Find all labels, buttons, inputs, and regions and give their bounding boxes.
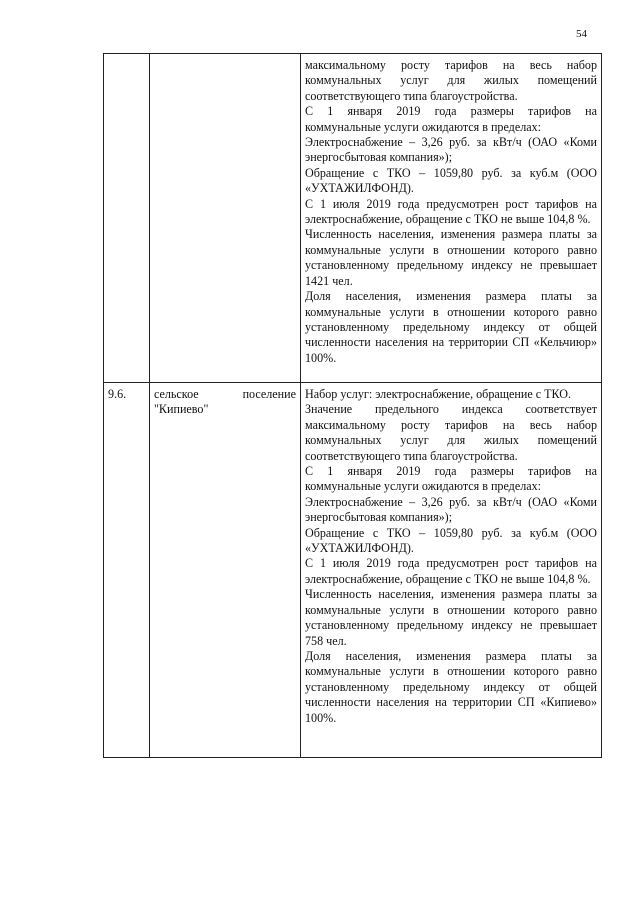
paragraph: Доля населения, изменения размера платы за коммунальные услуги в отношении которого равно установленному предельному индексу от общей численности населения на территории СП «Кельчиюр» 100%.: [305, 289, 597, 365]
description-cell: [301, 383, 602, 758]
tariff-table: [103, 53, 602, 758]
paragraph: максимальному росту тарифов на весь набор коммунальных услуг для жилых помещений соответствующего типа благоустройства.: [305, 58, 597, 103]
table-row: [104, 383, 602, 758]
settlement-name-cell: сельское поселение "Кипиево": [150, 383, 301, 758]
paragraph: Обращение с ТКО – 1059,80 руб. за куб.м (ООО «УХТАЖИЛФОНД).: [305, 165, 597, 196]
paragraph: Электроснабжение – 3,26 руб. за кВт/ч (ОАО «Коми энергосбытовая компания»);: [305, 135, 597, 165]
paragraph: С 1 января 2019 года размеры тарифов на коммунальные услуги ожидаются в пределах:: [305, 104, 597, 134]
description-cell: [301, 54, 602, 383]
paragraph: Электроснабжение – 3,26 руб. за кВт/ч (ОАО «Коми энергосбытовая компания»);: [305, 494, 597, 525]
paragraph: С 1 января 2019 года размеры тарифов на коммунальные услуги ожидаются в пределах:: [305, 464, 597, 494]
paragraph: Набор услуг: электроснабжение, обращение с ТКО.: [305, 387, 572, 401]
paragraph: Численность населения, изменения размера платы за коммунальные услуги в отношении которого равно установленному предельному индексу не превышает 1421 чел.: [305, 227, 597, 288]
settlement-name-cell: [150, 54, 301, 383]
row-number-cell: [104, 54, 150, 383]
table-row: [104, 54, 602, 383]
paragraph: Значение предельного индекса соответствует максимальному росту тарифов на весь набор коммунальных услуг для жилых помещений соответствующего типа благоустройства.: [305, 402, 597, 463]
paragraph: Численность населения, изменения размера платы за коммунальные услуги в отношении которого равно установленному предельному индексу не превышает 758 чел.: [305, 587, 597, 648]
paragraph: Обращение с ТКО – 1059,80 руб. за куб.м (ООО «УХТАЖИЛФОНД).: [305, 525, 597, 556]
page-number: 54: [576, 28, 587, 40]
paragraph: С 1 июля 2019 года предусмотрен рост тарифов на электроснабжение, обращение с ТКО не выше 104,8 %.: [305, 556, 597, 586]
row-number-cell: 9.6.: [104, 383, 150, 758]
paragraph: С 1 июля 2019 года предусмотрен рост тарифов на электроснабжение, обращение с ТКО не выше 104,8 %.: [305, 196, 597, 227]
paragraph: Доля населения, изменения размера платы за коммунальные услуги в отношении которого равно установленному предельному индексу от общей численности населения на территории СП «Кипиево» 100%.: [305, 648, 597, 725]
